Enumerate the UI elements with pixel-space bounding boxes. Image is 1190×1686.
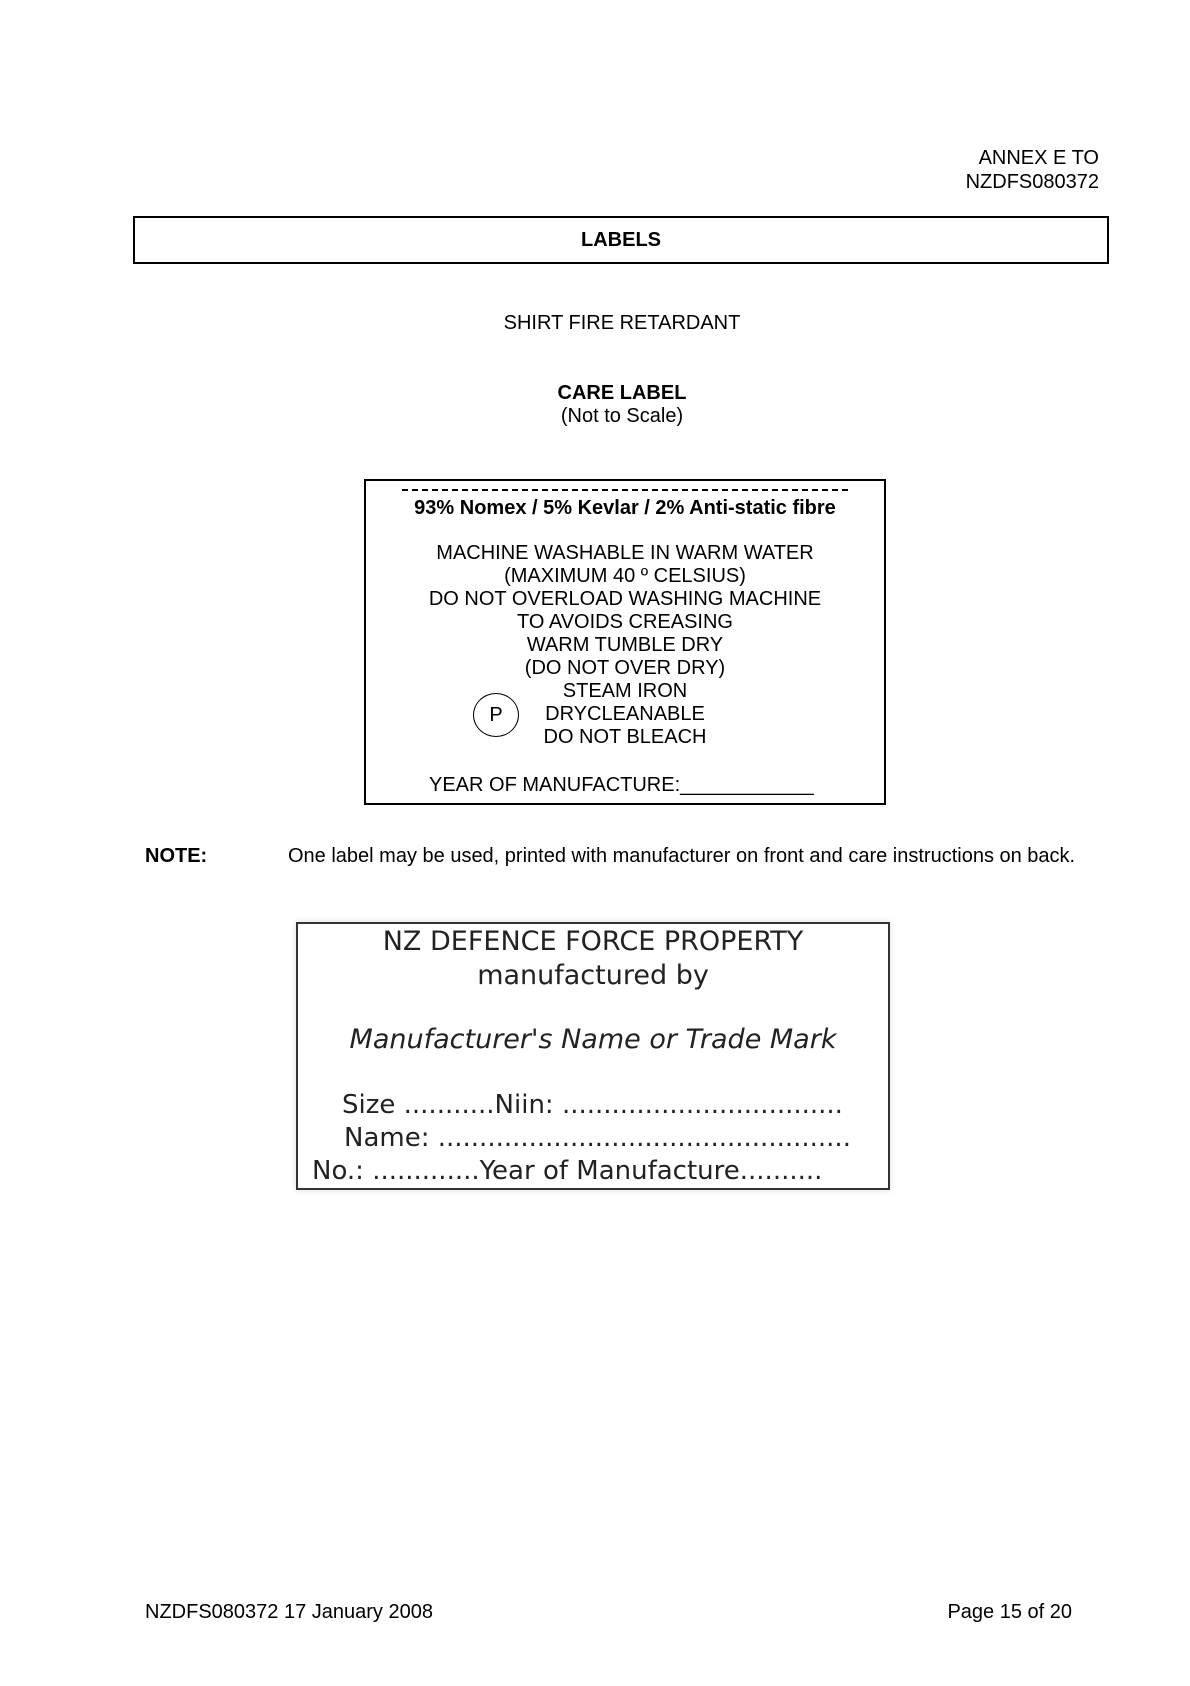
instruction: DO NOT BLEACH xyxy=(543,726,707,748)
property-line: NZ DEFENCE FORCE PROPERTY xyxy=(382,926,804,957)
dryclean-p-icon: P xyxy=(473,693,519,737)
instruction: STEAM IRON xyxy=(562,680,688,702)
manufacturer-label-box xyxy=(296,922,890,1190)
instruction: WARM TUMBLE DRY xyxy=(526,634,724,656)
section-title: LABELS xyxy=(133,216,1109,264)
manufactured-by-line: manufactured by xyxy=(477,960,709,991)
instruction: (MAXIMUM 40 º CELSIUS) xyxy=(504,565,746,587)
annex-line-1: ANNEX E TO xyxy=(978,147,1099,169)
instruction: TO AVOIDS CREASING xyxy=(517,611,733,633)
instruction: MACHINE WASHABLE IN WARM WATER xyxy=(436,542,814,564)
manufacturer-name-line: Manufacturer's Name or Trade Mark xyxy=(349,1024,837,1055)
instruction: DO NOT OVERLOAD WASHING MACHINE xyxy=(428,588,822,610)
size-niin-line: Size ...........Niin: .................................. xyxy=(342,1090,843,1120)
annex-line-2: NZDFS080372 xyxy=(965,171,1099,193)
footer-document-date: NZDFS080372 17 January 2008 xyxy=(145,1601,433,1623)
annex-reference xyxy=(966,146,1099,194)
item-title: SHIRT FIRE RETARDANT xyxy=(503,312,741,334)
note-label: NOTE: xyxy=(145,845,208,867)
care-label-box xyxy=(364,479,886,805)
instruction: DRYCLEANABLE xyxy=(545,703,705,725)
number-year-line: No.: .............Year of Manufacture.......... xyxy=(312,1156,823,1186)
year-of-manufacture: YEAR OF MANUFACTURE:____________ xyxy=(429,774,814,796)
fibre-composition: 93% Nomex / 5% Kevlar / 2% Anti-static fibre xyxy=(414,497,836,519)
care-label-title: CARE LABEL xyxy=(557,382,687,404)
note-text: One label may be used, printed with manufacturer on front and care instructions on back. xyxy=(288,845,1076,867)
footer-page-number: Page 15 of 20 xyxy=(947,1601,1072,1623)
instruction: (DO NOT OVER DRY) xyxy=(524,657,726,679)
dashed-divider xyxy=(402,489,848,491)
name-line: Name: .................................................. xyxy=(344,1123,851,1153)
care-label-subtitle: (Not to Scale) xyxy=(560,405,684,427)
